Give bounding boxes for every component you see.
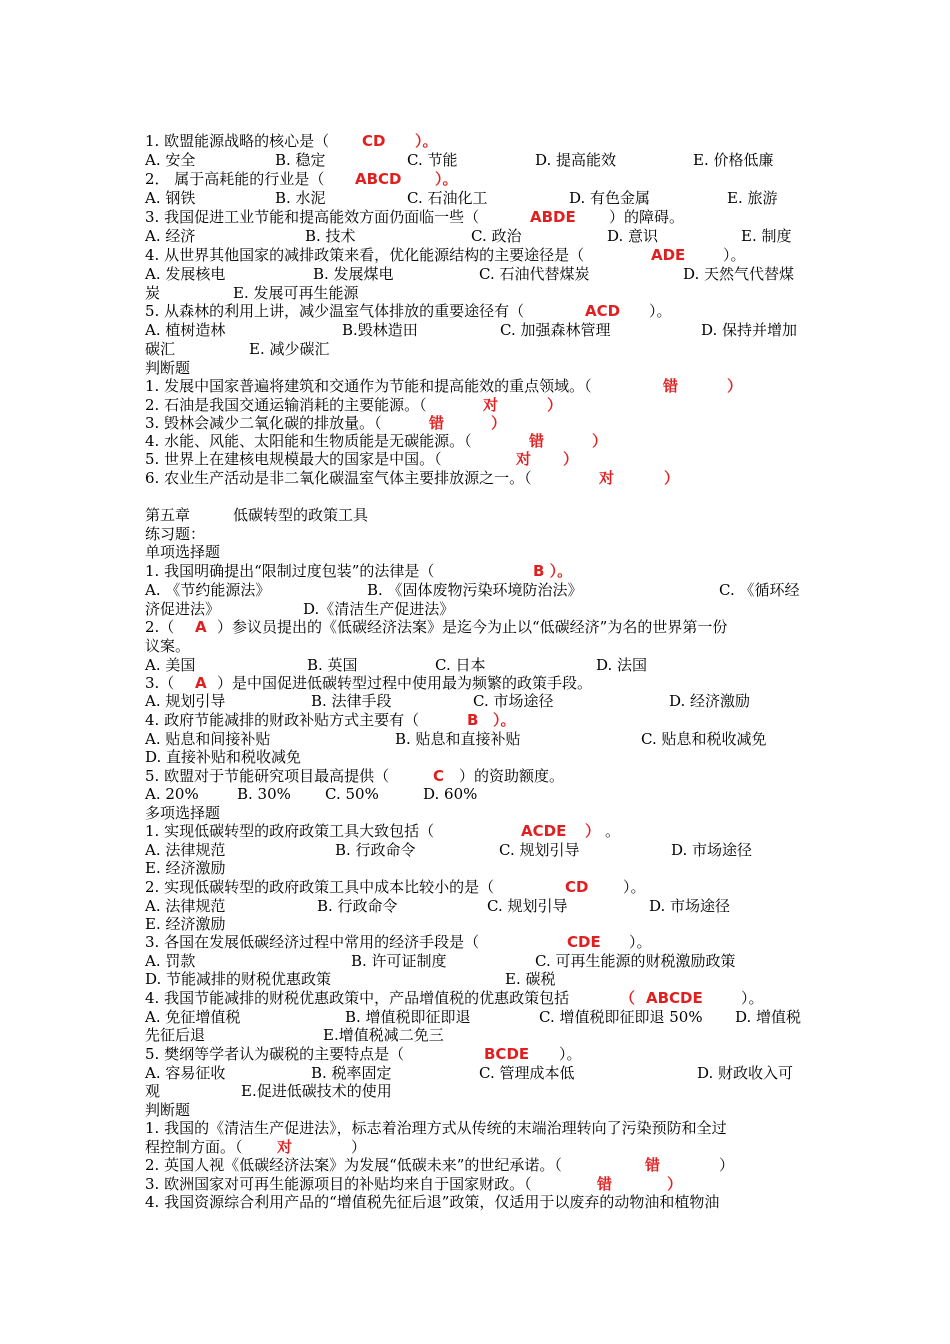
text-line: [145, 1064, 813, 1083]
line-text: C. 贴息和税收减免: [641, 730, 767, 748]
answer-text: ABCD: [355, 170, 402, 188]
line-text: B. 发展煤电: [313, 265, 394, 283]
text-line: [145, 933, 813, 952]
text-line: [145, 748, 813, 767]
text-line: [145, 841, 813, 860]
line-text: C. 50%: [325, 785, 379, 803]
text-line: [145, 396, 813, 415]
line-text: ）的障碍。: [609, 208, 685, 226]
line-text: 5. 欧盟对于节能研究项目最高提供（: [145, 767, 390, 785]
line-text: 济促进法》: [145, 600, 221, 618]
line-text: A. 规划引导: [145, 692, 226, 710]
text-line: [145, 1008, 813, 1027]
line-text: E. 制度: [741, 227, 792, 245]
line-text: A. 容易征收: [145, 1064, 226, 1082]
answer-text: 错: [529, 432, 545, 450]
line-text: A. 免征增值税: [145, 1008, 241, 1026]
line-text: D. 节能减排的财税优惠政策: [145, 970, 332, 988]
line-text: 3. 各国在发展低碳经济过程中常用的经济手段是（: [145, 933, 480, 951]
line-text: C. 节能: [407, 151, 458, 169]
text-line: [145, 208, 813, 227]
line-text: 判断题: [145, 359, 191, 377]
line-text: B. 法律手段: [311, 692, 392, 710]
answer-text: A: [195, 618, 207, 636]
line-text: A. 贴息和间接补贴: [145, 730, 271, 748]
line-text: C. 《循环经: [719, 581, 800, 599]
text-line: [145, 1101, 813, 1120]
answer-text: ）: [491, 414, 507, 432]
text-line: [145, 562, 813, 581]
line-text: B. 稳定: [275, 151, 326, 169]
answer-text: ACD: [585, 302, 621, 320]
text-line: [145, 450, 813, 469]
text-line: [145, 227, 813, 246]
text-line: [145, 189, 813, 208]
line-text: 2. 石油是我国交通运输消耗的主要能源。（: [145, 396, 427, 414]
line-text: D. 天然气代替煤: [683, 265, 795, 283]
text-line: [145, 1119, 813, 1138]
line-text: A. 《节约能源法》: [145, 581, 271, 599]
text-line: [145, 878, 813, 897]
line-text: E. 碳税: [505, 970, 556, 988]
text-line: [145, 897, 813, 916]
text-line: [145, 543, 813, 562]
line-text: 4. 从世界其他国家的减排政策来看，优化能源结构的主要途径是（: [145, 246, 585, 264]
line-text: D. 市场途径: [671, 841, 753, 859]
line-text: 3. 我国促进工业节能和提高能效方面仍面临一些（: [145, 208, 480, 226]
line-text: 碳汇: [145, 340, 176, 358]
line-text: E. 经济激励: [145, 915, 226, 933]
line-text: C. 管理成本低: [479, 1064, 575, 1082]
answer-text: 对: [277, 1138, 293, 1156]
line-text: A. 罚款: [145, 952, 196, 970]
line-text: B. 技术: [305, 227, 356, 245]
line-text: B.毁林造田: [342, 321, 418, 339]
line-text: E. 旅游: [727, 189, 778, 207]
text-line: [145, 711, 813, 730]
line-text: B. 《固体废物污染环境防治法》: [367, 581, 583, 599]
text-line: [145, 618, 813, 637]
text-line: [145, 1045, 813, 1064]
line-text: 5. 樊纲等学者认为碳税的主要特点是（: [145, 1045, 405, 1063]
text-line: [145, 1156, 813, 1175]
text-line: [145, 321, 813, 340]
text-line: [145, 469, 813, 488]
line-text: B. 英国: [307, 656, 358, 674]
answer-text: ）: [592, 432, 608, 450]
line-text: 炭: [145, 284, 161, 302]
text-line: [145, 1193, 813, 1212]
text-line: [145, 432, 813, 451]
line-text: D. 市场途径: [649, 897, 731, 915]
text-line: [145, 952, 813, 971]
text-line: [145, 1082, 813, 1101]
line-text: 2. 英国人视《低碳经济法案》为发展“低碳未来”的世纪承诺。（: [145, 1156, 562, 1174]
line-text: D. 有色金属: [569, 189, 651, 207]
text-line: [145, 804, 813, 823]
line-text: 4. 我国资源综合利用产品的“增值税先征后退”政策，仅适用于以废弃的动物油和植物油: [145, 1193, 720, 1211]
line-text: C. 日本: [435, 656, 486, 674]
line-text: ）。: [629, 933, 652, 951]
line-text: 4. 我国节能减排的财税优惠政策中，产品增值税的优惠政策包括: [145, 989, 570, 1007]
answer-text: ）: [585, 822, 601, 840]
line-text: 程控制方面。（: [145, 1138, 243, 1156]
line-text: 低碳转型的政策工具: [233, 506, 369, 524]
text-line: [145, 915, 813, 934]
line-text: ）。: [741, 989, 764, 1007]
line-text: 3. 欧洲国家对可再生能源项目的补贴均来自于国家财政。（: [145, 1175, 532, 1193]
line-text: ）: [719, 1156, 735, 1174]
answer-text: 错: [429, 414, 445, 432]
text-line: [145, 970, 813, 989]
line-text: 先征后退: [145, 1026, 206, 1044]
answer-text: 错: [663, 377, 679, 395]
line-text: B. 贴息和直接补贴: [395, 730, 521, 748]
text-line: [145, 674, 813, 693]
line-text: 2.（: [145, 618, 175, 636]
answer-text: CD: [565, 878, 589, 896]
line-text: E. 发展可再生能源: [233, 284, 359, 302]
line-text: 2． 属于高耗能的行业是（: [145, 170, 325, 188]
line-text: C. 可再生能源的财税激励政策: [535, 952, 736, 970]
line-text: E.促进低碳技术的使用: [241, 1082, 392, 1100]
answer-text: 对: [516, 450, 532, 468]
answer-text: ）: [563, 450, 579, 468]
text-line: [145, 822, 813, 841]
line-text: ）。: [623, 878, 646, 896]
answer-text: ）: [547, 396, 563, 414]
line-text: 单项选择题: [145, 543, 221, 561]
line-text: 3.（: [145, 674, 175, 692]
line-text: 1. 我国的《清洁生产促进法》，标志着治理方式从传统的末端治理转向了污染预防和全过: [145, 1119, 727, 1137]
answer-text: ）。: [415, 132, 438, 150]
answer-text: CDE: [567, 933, 601, 951]
answer-text: C: [433, 767, 445, 785]
line-text: B. 行政命令: [335, 841, 416, 859]
answer-text: 错: [645, 1156, 661, 1174]
line-text: C. 规划引导: [499, 841, 580, 859]
answer-text: （: [620, 989, 636, 1007]
text-line: [145, 377, 813, 396]
line-text: B. 水泥: [275, 189, 326, 207]
line-text: 2. 实现低碳转型的政府政策工具中成本比较小的是（: [145, 878, 495, 896]
answer-text: 错: [597, 1175, 613, 1193]
line-text: B. 30%: [237, 785, 291, 803]
line-text: ）参议员提出的《低碳经济法案》是迄今为止以“低碳经济”为名的世界第一份: [217, 618, 728, 636]
text-line: [145, 600, 813, 619]
line-text: 多项选择题: [145, 804, 221, 822]
line-text: A. 20%: [145, 785, 199, 803]
line-text: ）的资助额度。: [459, 767, 565, 785]
answer-text: ABCDE: [646, 989, 703, 1007]
text-line: [145, 246, 813, 265]
text-line: [145, 265, 813, 284]
line-text: E. 经济激励: [145, 859, 226, 877]
text-line: [145, 414, 813, 433]
line-text: D.《清洁生产促进法》: [303, 600, 455, 618]
line-text: C. 加强森林管理: [500, 321, 611, 339]
text-line: [145, 692, 813, 711]
line-text: D. 保持并增加: [701, 321, 798, 339]
line-text: D. 提高能效: [535, 151, 617, 169]
line-text: A. 法律规范: [145, 897, 226, 915]
line-text: C. 规划引导: [487, 897, 568, 915]
line-text: C. 增值税即征即退 50%: [539, 1008, 703, 1026]
line-text: B. 税率固定: [311, 1064, 392, 1082]
line-text: D. 直接补贴和税收减免: [145, 748, 302, 766]
line-text: A. 钢铁: [145, 189, 196, 207]
text-line: [145, 581, 813, 600]
line-text: 3. 毁林会减少二氧化碳的排放量。（: [145, 414, 382, 432]
text-line: [145, 132, 813, 151]
text-line: [145, 302, 813, 321]
line-text: ）: [351, 1138, 367, 1156]
line-text: B. 增值税即征即退: [345, 1008, 471, 1026]
line-text: E. 减少碳汇: [249, 340, 330, 358]
text-line: [145, 785, 813, 804]
line-text: 练习题：: [145, 525, 206, 543]
line-text: A. 美国: [145, 656, 196, 674]
line-text: B. 许可证制度: [351, 952, 447, 970]
line-text: 4. 政府节能减排的财政补贴方式主要有（: [145, 711, 420, 729]
line-text: 1. 我国明确提出“限制过度包装”的法律是（: [145, 562, 435, 580]
line-text: 4. 水能、风能、太阳能和生物质能是无碳能源。（: [145, 432, 472, 450]
line-text: A. 发展核电: [145, 265, 226, 283]
text-line: [145, 359, 813, 378]
answer-text: A: [195, 674, 207, 692]
line-text: D. 经济激励: [669, 692, 751, 710]
line-text: 。: [605, 822, 621, 840]
text-line: [145, 525, 813, 544]
line-text: D. 增值税: [735, 1008, 802, 1026]
line-text: D. 法国: [596, 656, 648, 674]
answer-text: 对: [599, 469, 615, 487]
answer-text: 对: [483, 396, 499, 414]
answer-text: ABDE: [530, 208, 576, 226]
text-line: [145, 1175, 813, 1194]
text-line: [145, 340, 813, 359]
line-text: D. 60%: [423, 785, 478, 803]
text-line: [145, 151, 813, 170]
line-text: A. 法律规范: [145, 841, 226, 859]
answer-text: ADE: [651, 246, 686, 264]
line-text: E.增值税减二免三: [323, 1026, 444, 1044]
text-line: [145, 170, 813, 189]
line-text: 议案。: [145, 637, 191, 655]
line-text: 5. 从森林的利用上讲，减少温室气体排放的重要途径有（: [145, 302, 525, 320]
line-text: ）。: [559, 1045, 582, 1063]
line-text: C. 市场途径: [473, 692, 554, 710]
answer-text: B ）。: [533, 562, 573, 580]
text-line: [145, 859, 813, 878]
line-text: A. 经济: [145, 227, 196, 245]
line-text: C. 政治: [471, 227, 522, 245]
line-text: 1. 欧盟能源战略的核心是（: [145, 132, 330, 150]
text-line: [145, 730, 813, 749]
answer-text: ）: [667, 1175, 683, 1193]
line-text: A. 植树造林: [145, 321, 226, 339]
line-text: E. 价格低廉: [693, 151, 774, 169]
line-text: 6. 农业生产活动是非二氧化碳温室气体主要排放源之一。（: [145, 469, 532, 487]
text-line: [145, 656, 813, 675]
text-line: [145, 1138, 813, 1157]
line-text: C. 石油代替煤炭: [479, 265, 590, 283]
line-text: 1. 发展中国家普遍将建筑和交通作为节能和提高能效的重点领域。（: [145, 377, 592, 395]
answer-text: CD: [362, 132, 386, 150]
line-text: ）。: [723, 246, 746, 264]
line-text: ）是中国促进低碳转型过程中使用最为频繁的政策手段。: [217, 674, 593, 692]
answer-text: ）: [727, 377, 743, 395]
text-line: [145, 284, 813, 303]
answer-text: ）。: [493, 711, 516, 729]
line-text: B. 行政命令: [317, 897, 398, 915]
answer-text: ）。: [435, 170, 458, 188]
line-text: ）。: [649, 302, 672, 320]
line-text: C. 石油化工: [407, 189, 488, 207]
text-line: [145, 1026, 813, 1045]
answer-text: B: [467, 711, 479, 729]
line-text: 1. 实现低碳转型的政府政策工具大致包括（: [145, 822, 435, 840]
text-line: [145, 989, 813, 1008]
text-line: [145, 506, 813, 525]
text-line: [145, 767, 813, 786]
line-text: D. 财政收入可: [697, 1064, 794, 1082]
answer-text: ACDE: [521, 822, 567, 840]
line-text: 观: [145, 1082, 161, 1100]
line-text: 5. 世界上在建核电规模最大的国家是中国。（: [145, 450, 442, 468]
line-text: 第五章: [145, 506, 191, 524]
line-text: A. 安全: [145, 151, 196, 169]
answer-text: BCDE: [484, 1045, 530, 1063]
line-text: D. 意识: [607, 227, 659, 245]
answer-text: ）: [664, 469, 680, 487]
line-text: 判断题: [145, 1101, 191, 1119]
text-line: [145, 637, 813, 656]
